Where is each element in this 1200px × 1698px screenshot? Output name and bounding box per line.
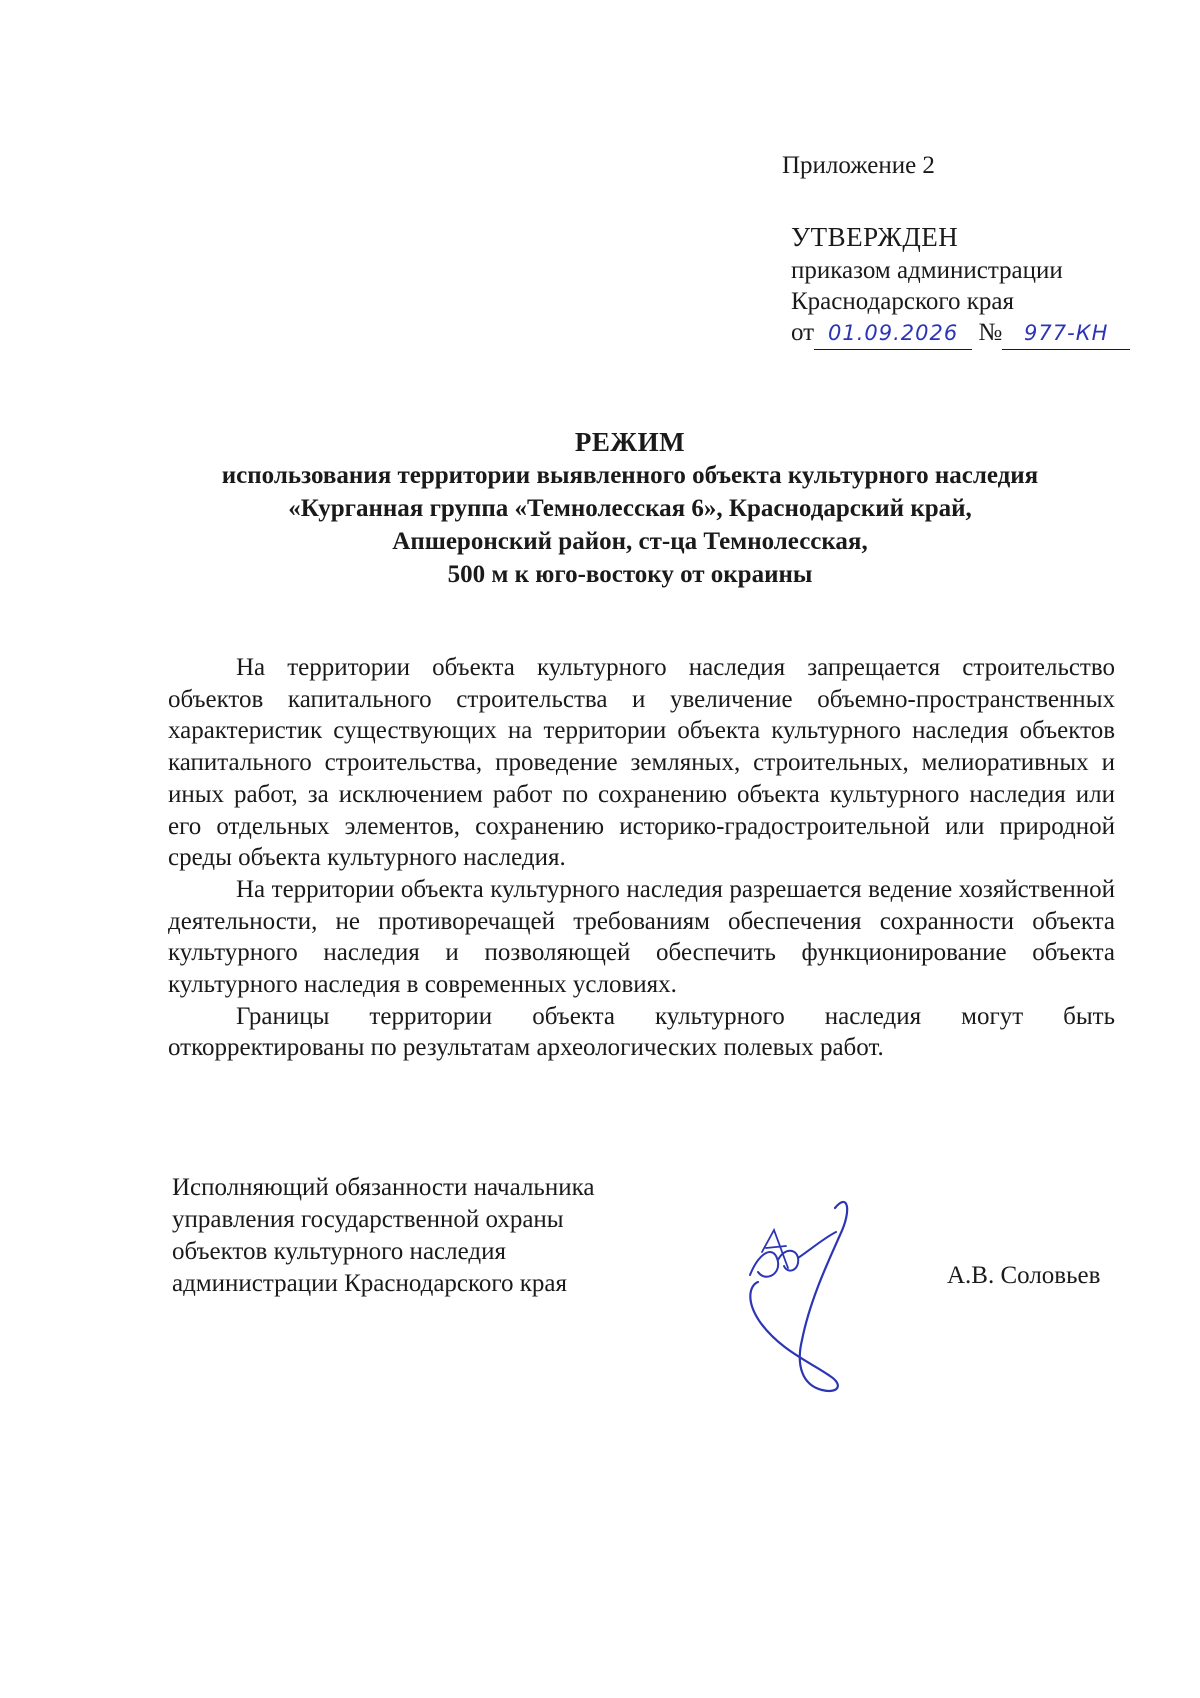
document-title bbox=[140, 426, 1120, 591]
paragraph-boundaries: Границы территории объекта культурного наследия могут быть откорректированы по результатам археологических полевых работ. bbox=[168, 1002, 1115, 1062]
signatory-line1: Исполняющий обязанности начальника bbox=[172, 1174, 595, 1201]
signatory-position bbox=[172, 1172, 692, 1300]
title-line1: использования территории выявленного объекта культурного наследия bbox=[221, 462, 1039, 489]
appendix-label: Приложение 2 bbox=[782, 152, 935, 179]
paragraph-permissions: На территории объекта культурного наследия разрешается ведение хозяйственной деятельности, не противоречащей требованиям обеспечения сохранности объекта культурного наследия и позволяющей обеспечить функционирование объекта культурного наследия в современных условиях. bbox=[168, 875, 1115, 999]
handwritten-signature bbox=[740, 1190, 880, 1400]
signatory-line4: администрации Краснодарского края bbox=[172, 1270, 568, 1297]
approved-by-line1: приказом администрации bbox=[791, 257, 1063, 284]
approved-heading: УТВЕРЖДЕН bbox=[791, 222, 959, 252]
paragraph-prohibitions: На территории объекта культурного наследия запрещается строительство объектов капитального строительства и увеличение объемно-пространственных характеристик существующих на территории объекта культурного наследия объектов капитального строительства, проведение земляных, строительных, мелиоративных и иных работ, за исключением работ по сохранению объекта культурного наследия или его отдельных элементов, сохранению историко-градостроительной или природной среды объекта культурного наследия. bbox=[168, 654, 1115, 872]
number-sign: № bbox=[978, 319, 1003, 346]
document-body bbox=[168, 652, 1115, 1064]
title-line4: 500 м к юго-востоку от окраины bbox=[447, 561, 813, 588]
title-line3: Апшеронский район, ст-ца Темнолесская, bbox=[392, 528, 868, 555]
approval-block bbox=[791, 222, 1130, 350]
handwritten-date: 01.09.2026 bbox=[814, 318, 972, 350]
handwritten-order-number: 977-КН bbox=[1002, 318, 1130, 350]
order-date-number-line bbox=[791, 317, 1130, 350]
approved-by-line2: Краснодарского края bbox=[791, 288, 1014, 315]
signatory-line2: управления государственной охраны bbox=[172, 1206, 564, 1233]
signatory-name: А.В. Соловьев bbox=[947, 1262, 1101, 1289]
signatory-line3: объектов культурного наследия bbox=[172, 1238, 506, 1265]
date-prefix: от bbox=[791, 319, 815, 346]
title-line2: «Курганная группа «Темнолесская 6», Краснодарский край, bbox=[288, 495, 972, 522]
title-main: РЕЖИМ bbox=[574, 427, 686, 457]
